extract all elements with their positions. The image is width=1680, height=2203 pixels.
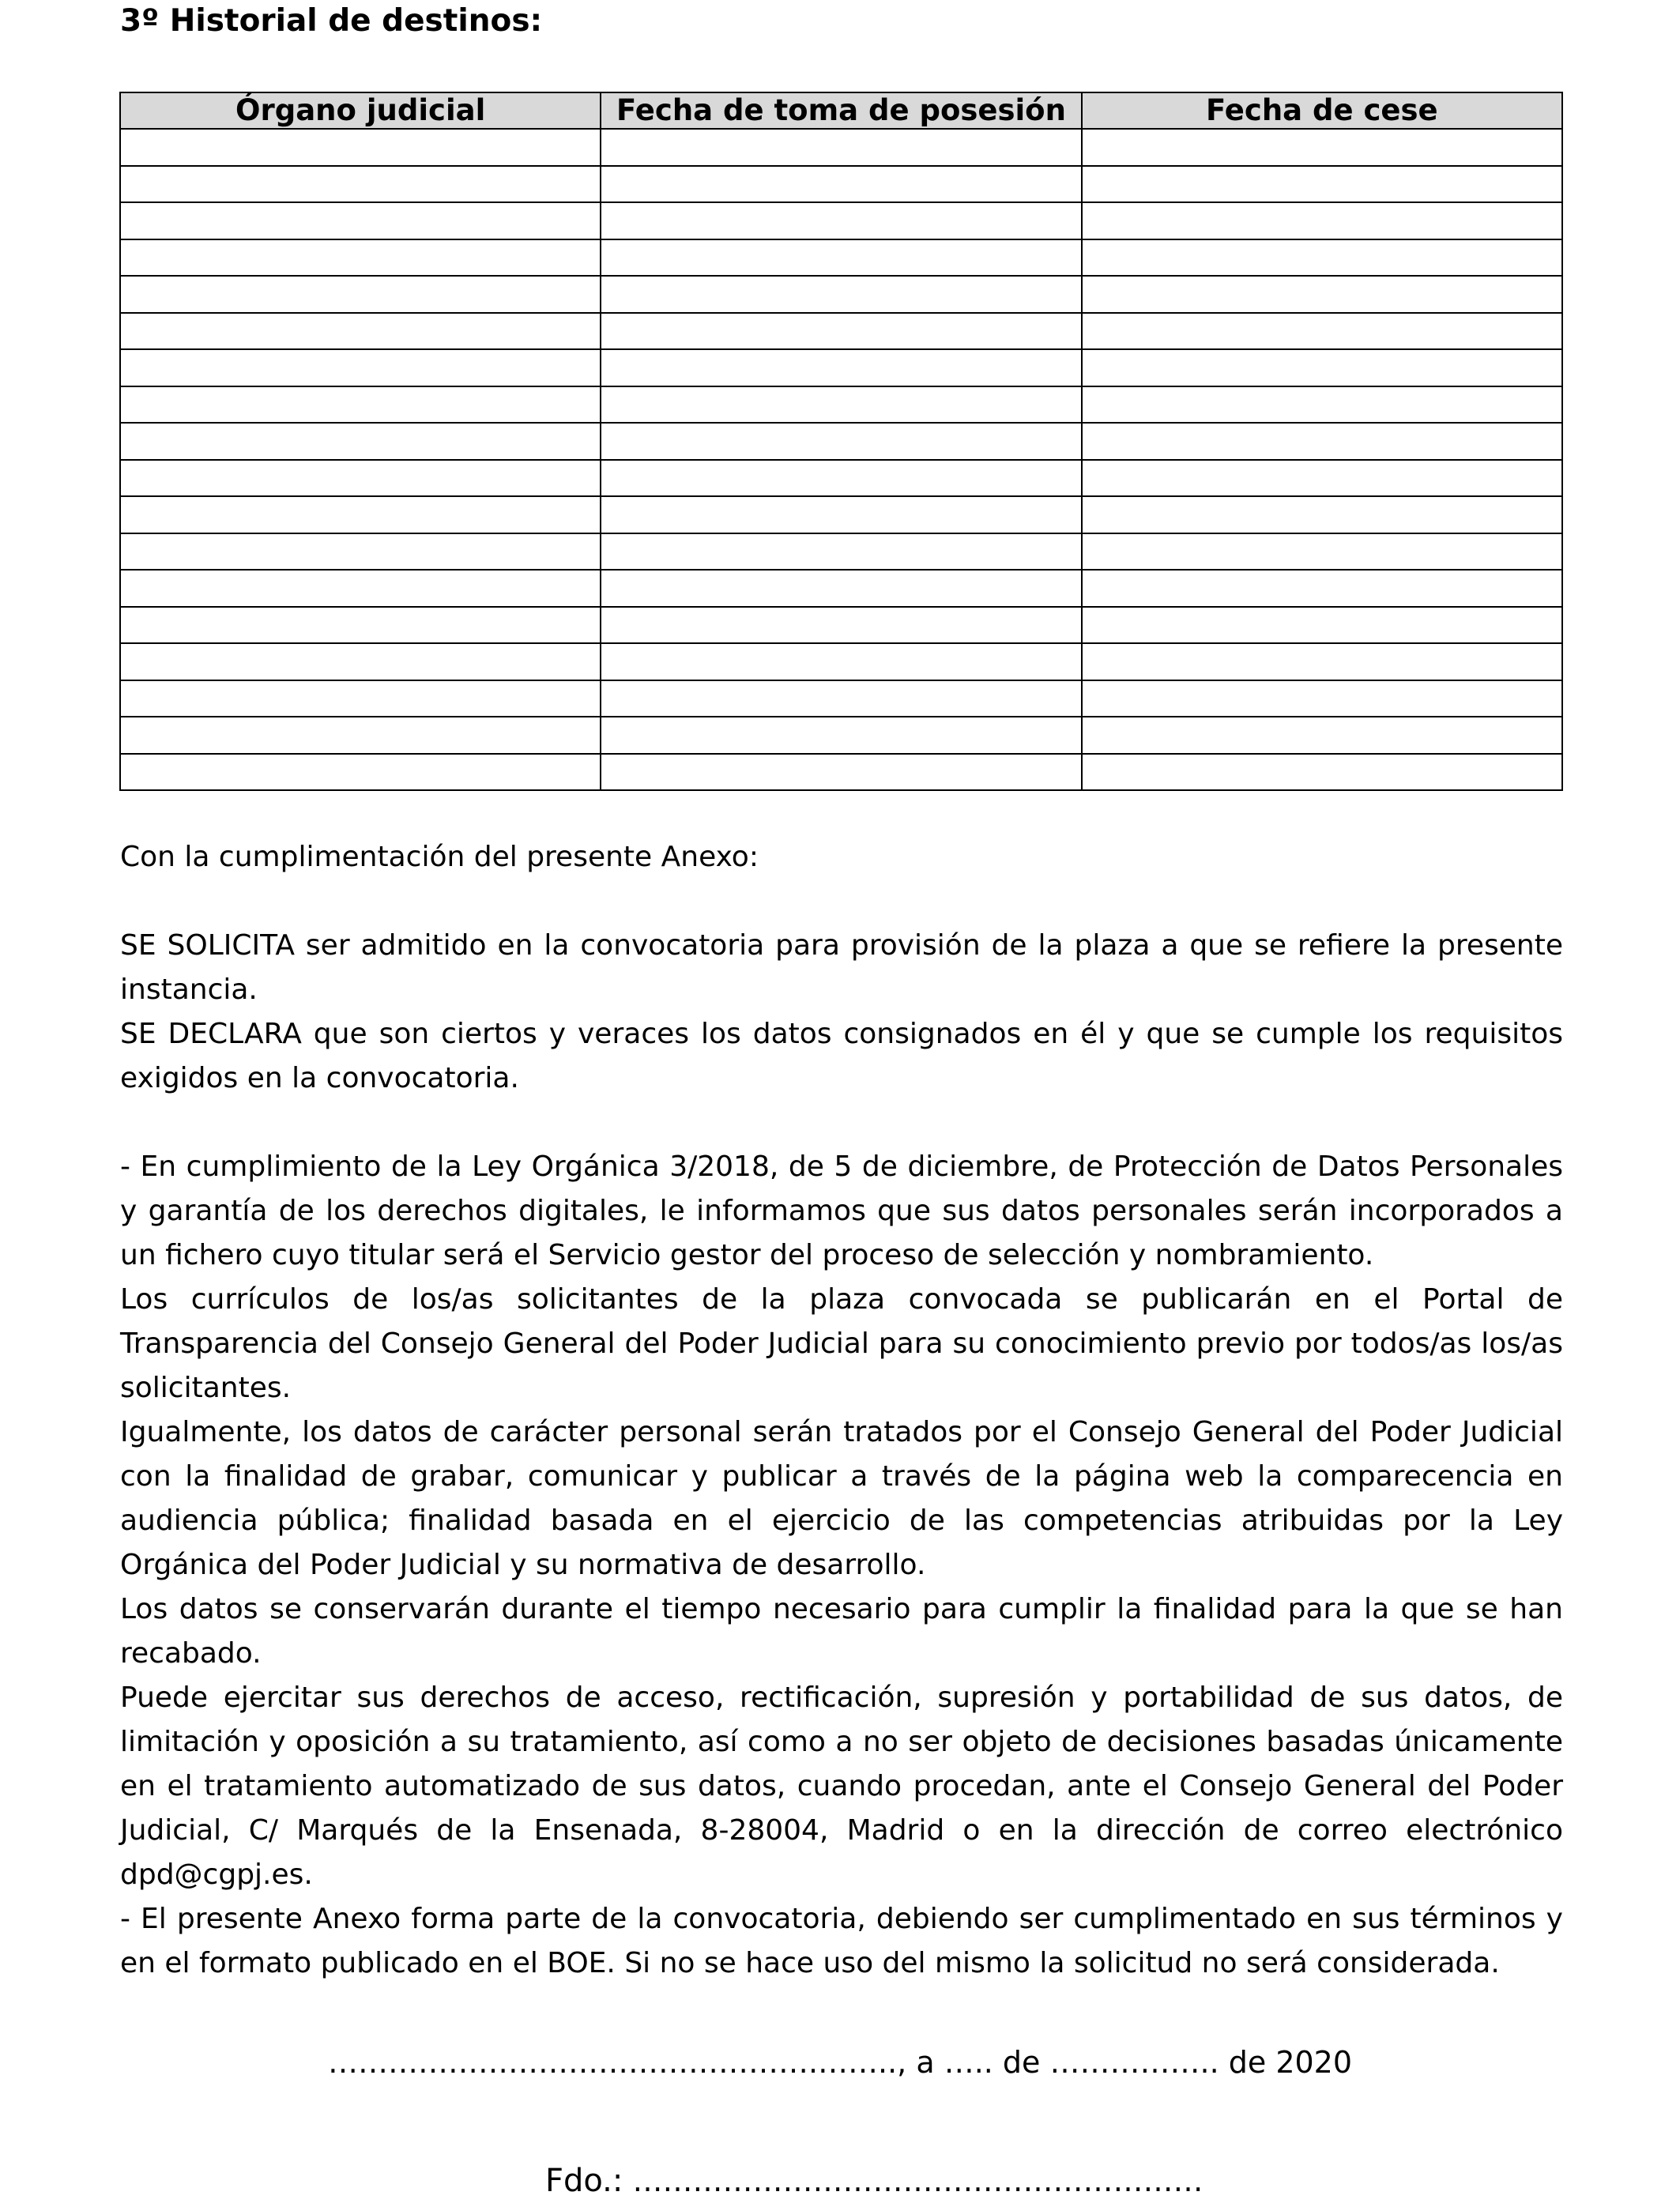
- cell-fecha-cese[interactable]: [1082, 680, 1562, 717]
- cell-fecha-toma-posesion[interactable]: [601, 166, 1081, 203]
- table-row: [120, 349, 1562, 386]
- cell-fecha-toma-posesion[interactable]: [601, 460, 1081, 497]
- header-organo-judicial: Órgano judicial: [120, 92, 601, 129]
- table-row: [120, 754, 1562, 791]
- cell-organo-judicial[interactable]: [120, 349, 601, 386]
- table-row: [120, 496, 1562, 533]
- cell-organo-judicial[interactable]: [120, 239, 601, 277]
- cell-fecha-cese[interactable]: [1082, 717, 1562, 754]
- cell-fecha-cese[interactable]: [1082, 533, 1562, 571]
- cell-fecha-toma-posesion[interactable]: [601, 349, 1081, 386]
- conservaran-text: Los datos se conservarán durante el tiempo necesario para cumplir la finalidad para la que se han recabado.: [120, 1593, 1563, 1670]
- table-row: [120, 386, 1562, 424]
- declara-text: SE DECLARA que son ciertos y veraces los datos consignados en él y que se cumple los requisitos exigidos en la convocatoria.: [120, 1018, 1563, 1094]
- cell-fecha-toma-posesion[interactable]: [601, 276, 1081, 313]
- ley-text: - En cumplimiento de la Ley Orgánica 3/2018, de 5 de diciembre, de Protección de Datos Personales y garantía de los derechos digitales, le informamos que sus datos personales serán incorporados a un fichero cuyo titular será el Servicio gestor del proceso de selección y nombramiento.: [120, 1150, 1563, 1271]
- cell-fecha-toma-posesion[interactable]: [601, 313, 1081, 350]
- cell-organo-judicial[interactable]: [120, 460, 601, 497]
- declaration-body: [120, 835, 1563, 1986]
- table-row: [120, 423, 1562, 460]
- table-row: [120, 717, 1562, 754]
- cell-fecha-toma-posesion[interactable]: [601, 754, 1081, 791]
- anexo-text: - El presente Anexo forma parte de la convocatoria, debiendo ser cumplimentado en sus términos y en el formato publicado en el BOE. Si no se hace uso del mismo la solicitud no será considerada.: [120, 1903, 1563, 1979]
- cell-fecha-cese[interactable]: [1082, 166, 1562, 203]
- cell-organo-judicial[interactable]: [120, 643, 601, 680]
- table-row: [120, 570, 1562, 607]
- cell-fecha-cese[interactable]: [1082, 754, 1562, 791]
- table-row: [120, 313, 1562, 350]
- destinations-table: [119, 92, 1563, 791]
- curriculos-text: Los currículos de los/as solicitantes de la plaza convocada se publicarán en el Portal de Transparencia del Consejo General del Poder Judicial para su conocimiento previo por todos/as los/as solicitantes.: [120, 1283, 1563, 1404]
- cell-fecha-toma-posesion[interactable]: [601, 423, 1081, 460]
- derechos-text: Puede ejercitar sus derechos de acceso, rectificación, supresión y portabilidad de sus datos, de limitación y oposición a su tratamiento, así como a no ser objeto de decisiones basadas únicamente en el tratamiento automatizado de sus datos, cuando procedan, ante el Consejo General del Poder Judicial, C/ Marqués de la Ensenada, 8-28004, Madrid o en la dirección de correo electrónico dpd@cgpj.es.: [120, 1681, 1563, 1891]
- cell-fecha-cese[interactable]: [1082, 643, 1562, 680]
- cell-fecha-toma-posesion[interactable]: [601, 129, 1081, 166]
- table-header-row: [120, 92, 1562, 129]
- intro-text: Con la cumplimentación del presente Anexo:: [120, 841, 759, 873]
- header-fecha-cese: Fecha de cese: [1082, 92, 1562, 129]
- cell-organo-judicial[interactable]: [120, 754, 601, 791]
- cell-fecha-toma-posesion[interactable]: [601, 717, 1081, 754]
- cell-fecha-cese[interactable]: [1082, 607, 1562, 644]
- table-row: [120, 276, 1562, 313]
- table-row: [120, 129, 1562, 166]
- signature-line: [545, 2159, 1203, 2203]
- cell-fecha-cese[interactable]: [1082, 460, 1562, 497]
- solicita-text: SE SOLICITA ser admitido en la convocatoria para provisión de la plaza a que se refiere la presente instancia.: [120, 929, 1563, 1006]
- cell-organo-judicial[interactable]: [120, 386, 601, 424]
- table-row: [120, 460, 1562, 497]
- table-row: [120, 680, 1562, 717]
- cell-fecha-cese[interactable]: [1082, 349, 1562, 386]
- cell-organo-judicial[interactable]: [120, 533, 601, 571]
- cell-organo-judicial[interactable]: [120, 717, 601, 754]
- table-row: [120, 533, 1562, 571]
- cell-fecha-cese[interactable]: [1082, 496, 1562, 533]
- cell-organo-judicial[interactable]: [120, 166, 601, 203]
- cell-organo-judicial[interactable]: [120, 607, 601, 644]
- section-title: 3º Historial de destinos:: [120, 3, 543, 39]
- cell-organo-judicial[interactable]: [120, 496, 601, 533]
- table-row: [120, 166, 1562, 203]
- cell-fecha-toma-posesion[interactable]: [601, 496, 1081, 533]
- cell-fecha-cese[interactable]: [1082, 276, 1562, 313]
- table-row: [120, 202, 1562, 239]
- cell-organo-judicial[interactable]: [120, 276, 601, 313]
- cell-fecha-toma-posesion[interactable]: [601, 643, 1081, 680]
- cell-fecha-cese[interactable]: [1082, 239, 1562, 277]
- cell-fecha-cese[interactable]: [1082, 423, 1562, 460]
- cell-organo-judicial[interactable]: [120, 570, 601, 607]
- cell-fecha-cese[interactable]: [1082, 313, 1562, 350]
- igualmente-text: Igualmente, los datos de carácter personal serán tratados por el Consejo General del Poder Judicial con la finalidad de grabar, comunicar y publicar a través de la página web la comparecencia en audiencia pública; finalidad basada en el ejercicio de las competencias atribuidas por la Ley Orgánica del Poder Judicial y su normativa de desarrollo.: [120, 1416, 1563, 1581]
- cell-fecha-cese[interactable]: [1082, 386, 1562, 424]
- cell-fecha-cese[interactable]: [1082, 202, 1562, 239]
- cell-fecha-toma-posesion[interactable]: [601, 607, 1081, 644]
- cell-fecha-toma-posesion[interactable]: [601, 202, 1081, 239]
- cell-organo-judicial[interactable]: [120, 129, 601, 166]
- table-body: [120, 129, 1562, 790]
- cell-fecha-toma-posesion[interactable]: [601, 570, 1081, 607]
- table-row: [120, 643, 1562, 680]
- table-row: [120, 239, 1562, 277]
- cell-organo-judicial[interactable]: [120, 202, 601, 239]
- cell-organo-judicial[interactable]: [120, 680, 601, 717]
- cell-fecha-cese[interactable]: [1082, 570, 1562, 607]
- fdo-dots: …………………………………………………: [632, 2163, 1203, 2198]
- table-row: [120, 607, 1562, 644]
- cell-fecha-toma-posesion[interactable]: [601, 386, 1081, 424]
- header-fecha-toma-posesion: Fecha de toma de posesión: [601, 92, 1081, 129]
- fdo-label: Fdo.:: [545, 2163, 623, 2199]
- date-line: ………………………………………….…….., a ….. de …………….. de 2020: [327, 2045, 1353, 2080]
- cell-fecha-toma-posesion[interactable]: [601, 680, 1081, 717]
- cell-organo-judicial[interactable]: [120, 423, 601, 460]
- cell-fecha-cese[interactable]: [1082, 129, 1562, 166]
- cell-fecha-toma-posesion[interactable]: [601, 239, 1081, 277]
- cell-fecha-toma-posesion[interactable]: [601, 533, 1081, 571]
- cell-organo-judicial[interactable]: [120, 313, 601, 350]
